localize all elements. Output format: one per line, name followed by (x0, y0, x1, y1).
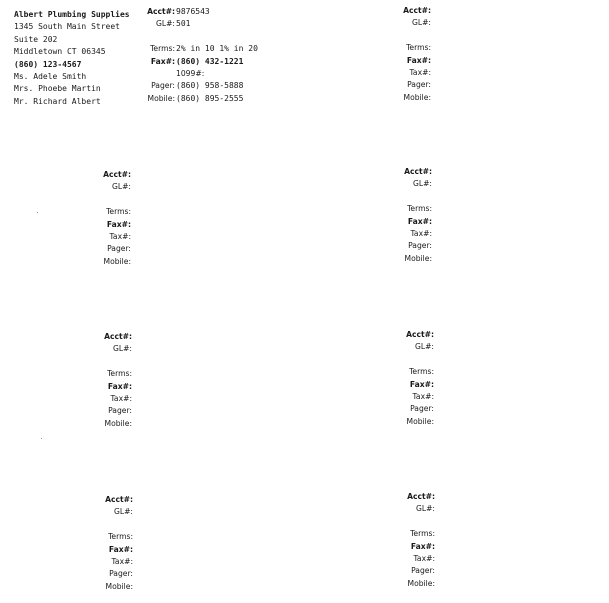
pager-label: Pager: (411, 566, 435, 576)
vendor-contact: Mr. Richard Albert (14, 96, 101, 106)
acct-label: Acct#: (105, 495, 133, 504)
terms-label: Terms: (406, 43, 431, 53)
scan-speck (37, 212, 38, 213)
pager-label: Pager: (407, 80, 431, 90)
vendor-phone: (860) 123-4567 (14, 59, 82, 69)
pager-label: Pager: (109, 569, 133, 579)
pager-label: Pager: (108, 406, 132, 416)
tax-label: Tax#: (410, 228, 432, 238)
fax-label: Fax#: (108, 544, 133, 554)
vendor-suite: Suite 202 (14, 34, 58, 44)
pager-label: Pager: (410, 404, 434, 414)
acct-label: Acct#: (147, 7, 175, 16)
gl-label: GL#: (411, 18, 431, 28)
mobile-label: Mobile: (147, 93, 175, 103)
mobile-label: Mobile: (105, 581, 133, 591)
acct-label: Acct#: (103, 170, 131, 179)
tax-label: Tax#: (413, 553, 435, 563)
mobile-label: Mobile: (103, 256, 131, 266)
gl-label: GL#: (412, 179, 432, 189)
scan-speck (41, 438, 42, 439)
mobile-label: Mobile: (407, 578, 435, 588)
tax-label: Tax#: (412, 391, 434, 401)
gl-label: GL#: (414, 342, 434, 352)
gl-label: GL#: (112, 344, 132, 354)
account-record (399, 166, 539, 265)
gl-label: GL#: (155, 19, 175, 29)
vendor-contact: Ms. Adele Smith (14, 71, 87, 81)
mobile-label: Mobile: (104, 418, 132, 428)
tax-1099-label: 1099#: (176, 68, 205, 78)
tax-label: Tax#: (109, 231, 131, 241)
terms-label: Terms: (407, 204, 432, 214)
terms-label: Terms: (107, 369, 132, 379)
terms-label: Terms: (108, 532, 133, 542)
account-record (401, 329, 541, 428)
terms-label: Terms: (106, 207, 131, 217)
tax-label: Tax#: (409, 67, 431, 77)
fax-label: Fax#: (107, 381, 132, 391)
tax-label: Tax#: (111, 556, 133, 566)
terms-label: Terms: (410, 529, 435, 539)
acct-label: Acct#: (406, 330, 434, 339)
account-record (398, 5, 538, 104)
mobile-label: Mobile: (403, 92, 431, 102)
acct-value: 9876543 (176, 7, 210, 16)
fax-value: (860) 432-1221 (176, 56, 244, 66)
pager-label: Pager: (151, 81, 175, 91)
fax-label: Fax#: (106, 219, 131, 229)
fax-label: Fax#: (406, 55, 431, 65)
vendor-street: 1345 South Main Street (14, 22, 120, 32)
acct-label: Acct#: (407, 492, 435, 501)
fax-label: Fax#: (410, 541, 435, 551)
terms-label: Terms: (409, 367, 434, 377)
pager-value: (860) 958-5888 (176, 81, 244, 91)
terms-value: 2% in 10 1% in 20 (176, 44, 258, 54)
vendor-contact: Mrs. Phoebe Martin (14, 84, 101, 94)
acct-label: Acct#: (104, 332, 132, 341)
mobile-value: (860) 895-2555 (176, 93, 244, 103)
account-record (402, 491, 542, 590)
vendor-name: Albert Plumbing Supplies (14, 10, 130, 19)
terms-label: Terms: (150, 44, 175, 54)
mobile-label: Mobile: (404, 253, 432, 263)
account-record (99, 331, 239, 430)
gl-label: GL#: (113, 507, 133, 517)
fax-label: Fax#: (150, 56, 175, 66)
gl-label: GL#: (111, 182, 131, 192)
account-record (98, 169, 238, 268)
vendor-city-state-zip: Middletown CT 06345 (14, 47, 106, 57)
gl-value: 501 (176, 19, 191, 29)
acct-label: Acct#: (404, 167, 432, 176)
mobile-label: Mobile: (406, 416, 434, 426)
fax-label: Fax#: (407, 216, 432, 226)
tax-label: Tax#: (110, 393, 132, 403)
pager-label: Pager: (107, 244, 131, 254)
fax-label: Fax#: (409, 379, 434, 389)
pager-label: Pager: (408, 241, 432, 251)
acct-label: Acct#: (403, 6, 431, 15)
account-record (100, 494, 240, 593)
gl-label: GL#: (415, 504, 435, 514)
account-record (140, 6, 280, 105)
